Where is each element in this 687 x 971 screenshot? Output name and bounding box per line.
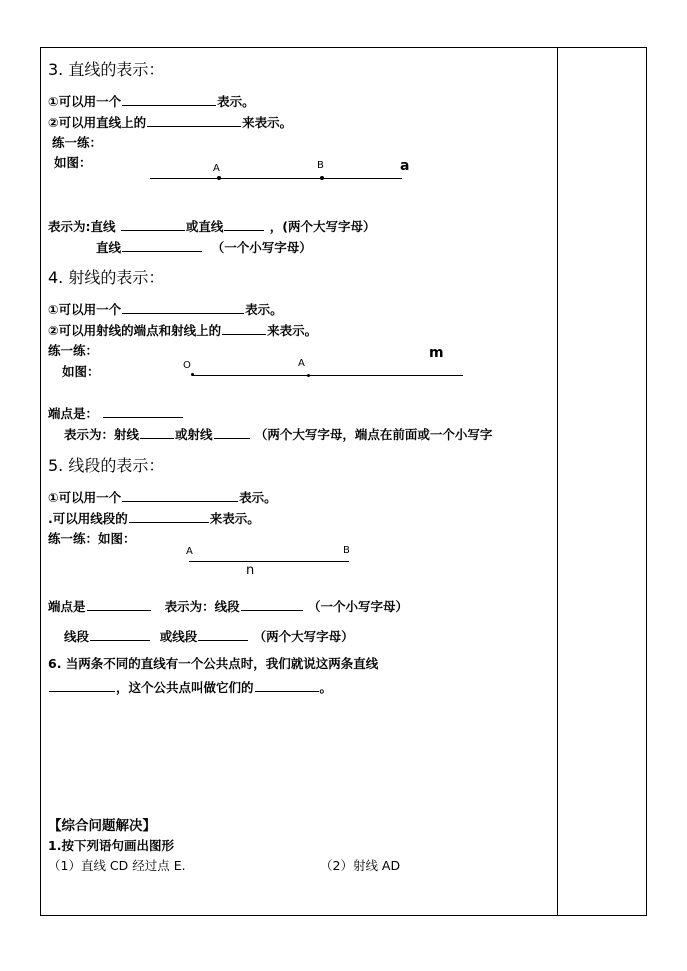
point-O-label: O xyxy=(183,360,191,371)
s3-expr xyxy=(48,218,375,235)
blank[interactable] xyxy=(122,301,244,314)
s5-practice: 练一练：如图： xyxy=(48,531,136,546)
segment-A-label: A xyxy=(186,546,193,557)
s5-expr2-note: （两个大写字母） xyxy=(253,629,354,644)
problem-heading: 【综合问题解决】 xyxy=(48,818,156,834)
s4-line2 xyxy=(48,322,317,339)
blank[interactable] xyxy=(90,628,150,641)
s5-expr2 xyxy=(64,628,354,645)
s3-practice: 练一练： xyxy=(52,135,103,150)
s3-l1-suffix: 表示。 xyxy=(217,94,255,109)
blank[interactable] xyxy=(122,489,238,502)
point-O xyxy=(191,373,194,376)
section3-heading: 3. 直线的表示： xyxy=(48,60,165,79)
problem-intro: 1.按下列语句画出图形 xyxy=(48,838,174,853)
blank[interactable] xyxy=(147,114,241,127)
point-A xyxy=(217,176,221,180)
s4-endpoint-text: 端点是： xyxy=(48,406,99,421)
blank[interactable] xyxy=(222,322,266,335)
segment-figure xyxy=(189,561,349,562)
s5-l1-text: ①可以用一个 xyxy=(48,490,122,505)
s3-expr2 xyxy=(96,239,312,256)
s3-expr2-text: 直线 xyxy=(96,240,122,255)
section4-heading: 4. 射线的表示： xyxy=(48,268,165,287)
blank[interactable] xyxy=(129,510,209,523)
s4-l2-text: ②可以用射线的端点和射线上的 xyxy=(48,323,222,338)
line-a-label: a xyxy=(400,158,410,174)
segment-B-label: B xyxy=(343,545,350,556)
s3-l2-text: ②可以用直线上的 xyxy=(48,115,147,130)
s3-figure-label: 如图： xyxy=(54,155,92,170)
s4-l2-suffix: 来表示。 xyxy=(267,323,318,338)
s6-line2 xyxy=(48,679,332,696)
point-B xyxy=(320,176,324,180)
s6-l2-text: ，这个公共点叫做它们的 xyxy=(116,680,254,695)
ray-point-A-label: A xyxy=(298,358,305,369)
segment-n-label: n xyxy=(246,563,255,578)
ray-m-label: m xyxy=(429,345,444,361)
table-divider xyxy=(557,47,558,916)
s3-expr-or: 或直线 xyxy=(185,219,224,234)
point-B-label: B xyxy=(317,160,324,171)
problem-q1: （1）直线 CD 经过点 E. xyxy=(48,858,186,873)
s3-expr-text: 表示为:直线 xyxy=(48,219,116,234)
s4-practice: 练一练： xyxy=(48,343,99,358)
s5-line2 xyxy=(48,510,260,527)
s3-l1-text: ①可以用一个 xyxy=(48,94,122,109)
s5-l2-text: .可以用线段的 xyxy=(48,511,128,526)
blank[interactable] xyxy=(121,218,185,231)
s3-line1 xyxy=(48,93,255,110)
section5-heading: 5. 线段的表示： xyxy=(48,456,165,475)
blank[interactable] xyxy=(214,426,250,439)
s3-expr-note: ，(两个大写字母） xyxy=(269,219,376,234)
s3-expr2-note: （一个小写字母） xyxy=(211,240,312,255)
s6-l2-suffix: 。 xyxy=(319,680,333,695)
blank[interactable] xyxy=(140,426,174,439)
blank[interactable] xyxy=(122,93,216,106)
blank[interactable] xyxy=(198,628,248,641)
s5-expr2-text: 线段 xyxy=(64,629,90,644)
s4-l1-suffix: 表示。 xyxy=(245,302,283,317)
line-figure xyxy=(150,178,402,179)
ray-point-A xyxy=(307,374,310,377)
s4-expr-or: 或射线 xyxy=(175,427,213,442)
s4-figure-label: 如图： xyxy=(62,364,100,379)
s5-expr-text: 表示为：线段 xyxy=(164,599,240,614)
s4-expr-text: 表示为：射线 xyxy=(64,427,140,442)
s5-line1 xyxy=(48,489,277,506)
blank[interactable] xyxy=(224,218,264,231)
s5-l2-suffix: 来表示。 xyxy=(209,511,260,526)
s3-l2-suffix: 来表示。 xyxy=(242,115,293,130)
blank[interactable] xyxy=(241,598,303,611)
blank[interactable] xyxy=(103,405,183,418)
blank[interactable] xyxy=(49,679,115,692)
s5-l1-suffix: 表示。 xyxy=(239,490,277,505)
ray-figure xyxy=(193,375,463,376)
blank[interactable] xyxy=(122,239,202,252)
s4-line1 xyxy=(48,301,283,318)
blank[interactable] xyxy=(87,598,151,611)
s5-expr2-or: 或线段 xyxy=(159,629,198,644)
s5-expr xyxy=(48,598,408,615)
s4-l1-text: ①可以用一个 xyxy=(48,302,122,317)
s4-endpoint xyxy=(48,405,184,422)
s4-expr-note: （两个大写字母，端点在前面或一个小写字 xyxy=(254,427,493,442)
s6-line1: 6. 当两条不同的直线有一个公共点时，我们就说这两条直线 xyxy=(48,656,379,671)
problem-q2: （2）射线 AD xyxy=(320,858,401,873)
point-A-label: A xyxy=(213,163,220,174)
blank[interactable] xyxy=(255,679,319,692)
s5-expr-note: （一个小写字母） xyxy=(307,599,408,614)
s5-endpoint-text: 端点是 xyxy=(48,599,86,614)
s3-line2 xyxy=(48,114,292,131)
s4-expr xyxy=(64,426,492,443)
